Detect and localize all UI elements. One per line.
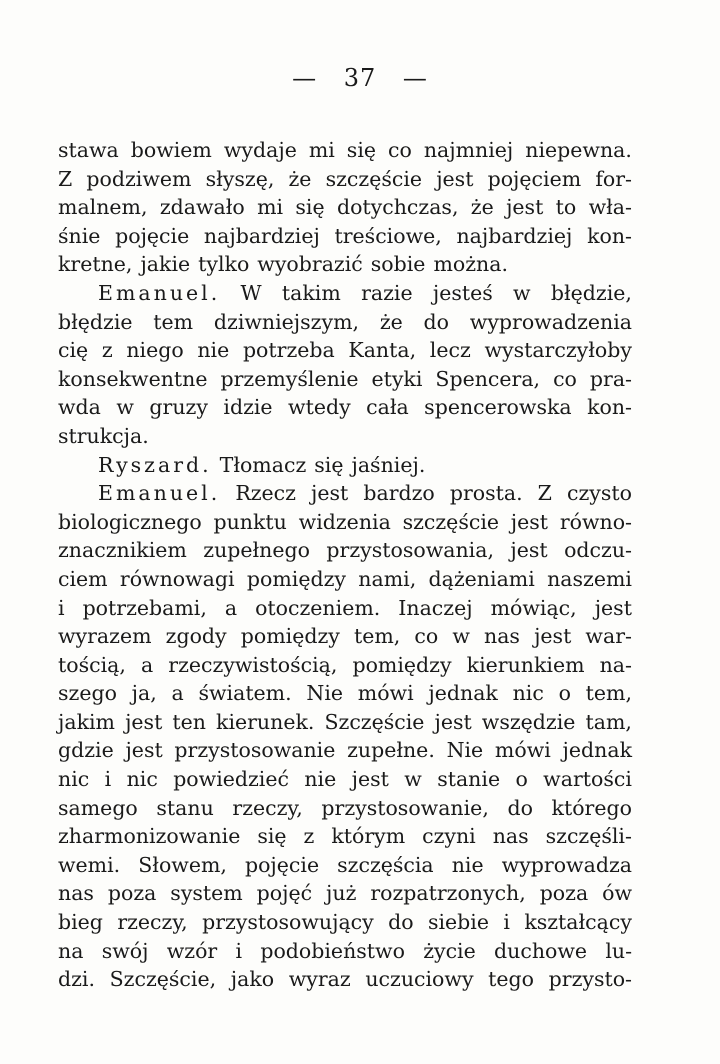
word: że bbox=[288, 166, 312, 191]
word: najbardziej bbox=[203, 223, 320, 248]
word: pojęć bbox=[256, 881, 313, 906]
word: niepewna. bbox=[525, 138, 632, 162]
word: wzór bbox=[166, 938, 218, 963]
word: się bbox=[346, 138, 377, 162]
text-line bbox=[58, 250, 632, 279]
word: Spencera, bbox=[435, 366, 541, 391]
word: tem, bbox=[353, 624, 401, 649]
text-line bbox=[58, 708, 632, 737]
word: konsekwentne bbox=[58, 366, 208, 391]
word: tem bbox=[153, 309, 194, 334]
word: czysto bbox=[566, 481, 632, 506]
word: takim bbox=[281, 280, 341, 305]
word: razie bbox=[361, 280, 413, 305]
word: którego bbox=[551, 795, 632, 820]
text-line bbox=[58, 508, 632, 537]
word: dziwniejszym, bbox=[213, 309, 360, 334]
word: i bbox=[104, 767, 112, 792]
text-line bbox=[58, 365, 632, 394]
word: przemyślenie bbox=[220, 366, 359, 391]
word: ten bbox=[172, 709, 206, 734]
word: nie bbox=[304, 767, 337, 792]
word: równo- bbox=[559, 509, 632, 534]
word: naszemi bbox=[547, 566, 632, 591]
page-header bbox=[0, 64, 720, 92]
word: błędzie, bbox=[550, 280, 632, 305]
text-line bbox=[58, 851, 632, 880]
word: szczęścia bbox=[337, 852, 434, 877]
word: Słowem, bbox=[138, 852, 227, 877]
word: biologicznego bbox=[58, 509, 202, 534]
word: co bbox=[553, 366, 577, 391]
page-number: 37 bbox=[343, 64, 377, 92]
word: Szczęście, bbox=[109, 967, 217, 992]
word: pra- bbox=[589, 366, 632, 391]
word: ciem bbox=[58, 566, 108, 591]
word: gdzie bbox=[58, 738, 114, 763]
text-line bbox=[58, 879, 632, 908]
word: kształcący bbox=[524, 910, 632, 935]
word: mówiąc, bbox=[490, 595, 577, 620]
word: cię bbox=[58, 338, 89, 363]
word: stanie bbox=[437, 767, 501, 792]
text-line bbox=[58, 451, 632, 480]
word: dotychczas, bbox=[336, 195, 459, 220]
word: światem. bbox=[198, 681, 292, 706]
word: wydaje bbox=[223, 138, 297, 162]
word: rzeczy, bbox=[232, 795, 303, 820]
text-line bbox=[58, 822, 632, 851]
text-line bbox=[58, 536, 632, 565]
word: bardzo bbox=[363, 481, 435, 506]
word: w bbox=[116, 395, 134, 420]
word: widzenia bbox=[298, 509, 391, 534]
word: pojęcie bbox=[115, 223, 190, 248]
word: pomiędzy bbox=[240, 624, 340, 649]
word: Emanuel. bbox=[98, 481, 221, 506]
word: równowagi bbox=[119, 566, 235, 591]
word: Ryszard. bbox=[98, 452, 212, 477]
word: pojęcie bbox=[244, 852, 320, 877]
word: Z bbox=[58, 166, 73, 191]
word: samego bbox=[58, 795, 138, 820]
word: punktu bbox=[213, 509, 287, 534]
word: i bbox=[503, 910, 510, 935]
text-line bbox=[58, 565, 632, 594]
word: jest bbox=[125, 709, 163, 734]
word: przystosowujący bbox=[202, 910, 374, 935]
word: uczuciowy bbox=[365, 967, 474, 992]
word: pojęciem bbox=[487, 166, 582, 191]
word: wyprowadza bbox=[501, 852, 632, 877]
text-line bbox=[58, 136, 632, 165]
word: najmniej bbox=[423, 138, 514, 162]
word: już bbox=[326, 881, 357, 906]
word: na bbox=[58, 938, 84, 963]
word: jest bbox=[506, 195, 544, 220]
word: jesteś bbox=[432, 280, 493, 305]
word: cała bbox=[366, 395, 409, 420]
word: jest bbox=[534, 624, 572, 649]
text-line bbox=[58, 622, 632, 651]
header-dash-left: — bbox=[292, 64, 318, 92]
word: jest bbox=[311, 481, 349, 506]
word: kierunkiem bbox=[466, 652, 585, 677]
word: czyni bbox=[422, 824, 476, 849]
word: poza bbox=[107, 881, 157, 906]
word: szego bbox=[58, 681, 117, 706]
word: tem, bbox=[585, 681, 632, 706]
word: można. bbox=[433, 252, 508, 277]
text-line bbox=[58, 422, 632, 451]
word: powiedzieć bbox=[173, 767, 289, 792]
word: mówi bbox=[357, 681, 414, 706]
text-line bbox=[58, 308, 632, 337]
word: wyprowadzenia bbox=[469, 309, 632, 334]
word: zharmonizowanie bbox=[58, 824, 241, 849]
word: śnie bbox=[58, 223, 101, 248]
word: pomiędzy bbox=[246, 566, 346, 591]
word: co bbox=[388, 138, 412, 162]
word: szczęście bbox=[325, 166, 423, 191]
word: wyrazem bbox=[58, 624, 152, 649]
word: i bbox=[235, 938, 243, 963]
word: jest bbox=[510, 538, 548, 563]
word: ja, bbox=[131, 681, 157, 706]
word: ów bbox=[602, 881, 632, 906]
text-line bbox=[58, 193, 632, 222]
word: Inaczej bbox=[398, 595, 473, 620]
word: wda bbox=[58, 395, 101, 420]
text-line bbox=[58, 165, 632, 194]
word: najbardziej bbox=[456, 223, 573, 248]
text-line bbox=[58, 965, 632, 994]
word: jest bbox=[351, 767, 389, 792]
word: poza bbox=[539, 881, 589, 906]
word: wyobrazić bbox=[257, 252, 363, 277]
word: tam, bbox=[585, 709, 632, 734]
word: strukcja. bbox=[58, 423, 149, 448]
word: że bbox=[379, 309, 403, 334]
word: treściowe, bbox=[334, 223, 442, 248]
word: jest bbox=[436, 166, 474, 191]
word: do bbox=[423, 309, 449, 334]
word: tością, bbox=[58, 652, 126, 677]
word: tego bbox=[488, 967, 535, 992]
word: przysto- bbox=[548, 967, 632, 992]
word: duchowe bbox=[494, 938, 588, 963]
word: w bbox=[513, 280, 531, 305]
word: kon- bbox=[587, 223, 632, 248]
word: wszędzie bbox=[481, 709, 576, 734]
word: nie bbox=[451, 852, 484, 877]
word: nic bbox=[126, 767, 158, 792]
word: nami, bbox=[358, 566, 417, 591]
word: gruzy bbox=[149, 395, 208, 420]
word: wtedy bbox=[288, 395, 351, 420]
word: jest bbox=[510, 509, 549, 534]
text-line bbox=[58, 736, 632, 765]
word: swój bbox=[101, 938, 149, 963]
word: zdawało bbox=[159, 195, 245, 220]
word: przystosowanie bbox=[174, 738, 336, 763]
word: dzi. bbox=[58, 967, 95, 992]
word: o bbox=[515, 767, 528, 792]
word: wystarczyłoby bbox=[484, 338, 632, 363]
word: potrzeba bbox=[242, 338, 335, 363]
word: błędzie bbox=[58, 309, 133, 334]
word: Nie bbox=[306, 681, 344, 706]
word: przystosowanie, bbox=[321, 795, 489, 820]
word: jest bbox=[125, 738, 163, 763]
text-line bbox=[58, 908, 632, 937]
word: rozpatrzonych, bbox=[370, 881, 526, 906]
word: rzeczywistością, bbox=[168, 652, 338, 677]
word: znacznikiem bbox=[58, 538, 187, 563]
word: jest bbox=[594, 595, 632, 620]
text-line bbox=[58, 336, 632, 365]
word: jaśniej. bbox=[351, 452, 426, 477]
word: wemi. bbox=[58, 852, 121, 877]
word: stanu bbox=[156, 795, 214, 820]
word: podobieństwo bbox=[260, 938, 405, 963]
word: i bbox=[58, 595, 65, 620]
word: z bbox=[303, 824, 315, 849]
page-body-text bbox=[58, 136, 632, 994]
text-line bbox=[58, 679, 632, 708]
word: o bbox=[558, 681, 571, 706]
word: nas bbox=[484, 624, 520, 649]
word: mówi bbox=[494, 738, 551, 763]
word: rzeczy, bbox=[117, 910, 188, 935]
word: for- bbox=[595, 166, 632, 191]
text-line bbox=[58, 222, 632, 251]
word: jako bbox=[230, 967, 275, 992]
word: Z bbox=[537, 481, 552, 506]
word: jest bbox=[434, 709, 472, 734]
word: się bbox=[314, 452, 344, 477]
word: stawa bbox=[58, 138, 119, 162]
word: przystosowania, bbox=[326, 538, 494, 563]
word: mi bbox=[308, 138, 335, 162]
word: że bbox=[470, 195, 494, 220]
word: pomiędzy bbox=[352, 652, 452, 677]
word: Nie bbox=[446, 738, 484, 763]
word: do bbox=[507, 795, 533, 820]
word: zupełne. bbox=[347, 738, 435, 763]
word: otoczeniem. bbox=[255, 595, 381, 620]
word: malnem, bbox=[58, 195, 148, 220]
word: co bbox=[414, 624, 439, 649]
word: podziwem bbox=[86, 166, 192, 191]
word: bieg bbox=[58, 910, 103, 935]
header-dash-right: — bbox=[402, 64, 428, 92]
word: kierunek. bbox=[216, 709, 315, 734]
word: W bbox=[240, 280, 262, 305]
word: wła- bbox=[588, 195, 632, 220]
word: prosta. bbox=[449, 481, 523, 506]
word: nas bbox=[58, 881, 94, 906]
word: dążeniami bbox=[428, 566, 535, 591]
word: jednak bbox=[428, 681, 498, 706]
word: na- bbox=[599, 652, 632, 677]
word: niego bbox=[126, 338, 184, 363]
word: w bbox=[404, 767, 422, 792]
word: szczęśli- bbox=[545, 824, 632, 849]
word: Emanuel. bbox=[98, 280, 221, 305]
word: Rzecz bbox=[235, 481, 296, 506]
word: jakie bbox=[140, 252, 191, 277]
word: jednak bbox=[562, 738, 632, 763]
word: bowiem bbox=[130, 138, 212, 162]
word: idzie bbox=[223, 395, 273, 420]
word: odczu- bbox=[564, 538, 632, 563]
text-line bbox=[58, 279, 632, 308]
word: nie bbox=[197, 338, 230, 363]
text-line bbox=[58, 393, 632, 422]
word: z bbox=[101, 338, 113, 363]
word: nic bbox=[512, 681, 544, 706]
word: Tłomacz bbox=[219, 452, 307, 477]
text-line bbox=[58, 765, 632, 794]
word: Kanta, bbox=[348, 338, 417, 363]
word: a bbox=[224, 595, 238, 620]
word: nas bbox=[492, 824, 529, 849]
word: jakim bbox=[58, 709, 115, 734]
word: mi bbox=[257, 195, 284, 220]
word: w bbox=[452, 624, 470, 649]
word: nic bbox=[58, 767, 90, 792]
word: zupełnego bbox=[203, 538, 310, 563]
word: szczęście bbox=[402, 509, 500, 534]
word: lecz bbox=[429, 338, 471, 363]
word: wyraz bbox=[288, 967, 351, 992]
word: zgody bbox=[165, 624, 227, 649]
text-line bbox=[58, 651, 632, 680]
word: słyszę, bbox=[205, 166, 275, 191]
text-line bbox=[58, 479, 632, 508]
word: się bbox=[257, 824, 287, 849]
word: kon- bbox=[587, 395, 632, 420]
word: lu- bbox=[605, 938, 632, 963]
word: do bbox=[388, 910, 414, 935]
word: a bbox=[140, 652, 154, 677]
word: system bbox=[170, 881, 243, 906]
word: siebie bbox=[427, 910, 489, 935]
word: się bbox=[295, 195, 325, 220]
word: życie bbox=[423, 938, 476, 963]
word: kretne, bbox=[58, 252, 133, 277]
word: wartości bbox=[543, 767, 632, 792]
text-line bbox=[58, 794, 632, 823]
word: etyki bbox=[371, 366, 423, 391]
text-line bbox=[58, 594, 632, 623]
word: tylko bbox=[198, 252, 250, 277]
text-line bbox=[58, 937, 632, 966]
word: to bbox=[555, 195, 577, 220]
word: którym bbox=[331, 824, 406, 849]
word: spencerowska bbox=[424, 395, 572, 420]
word: war- bbox=[585, 624, 632, 649]
word: a bbox=[171, 681, 184, 706]
word: Szczęście bbox=[324, 709, 425, 734]
word: sobie bbox=[370, 252, 426, 277]
word: potrzebami, bbox=[82, 595, 207, 620]
